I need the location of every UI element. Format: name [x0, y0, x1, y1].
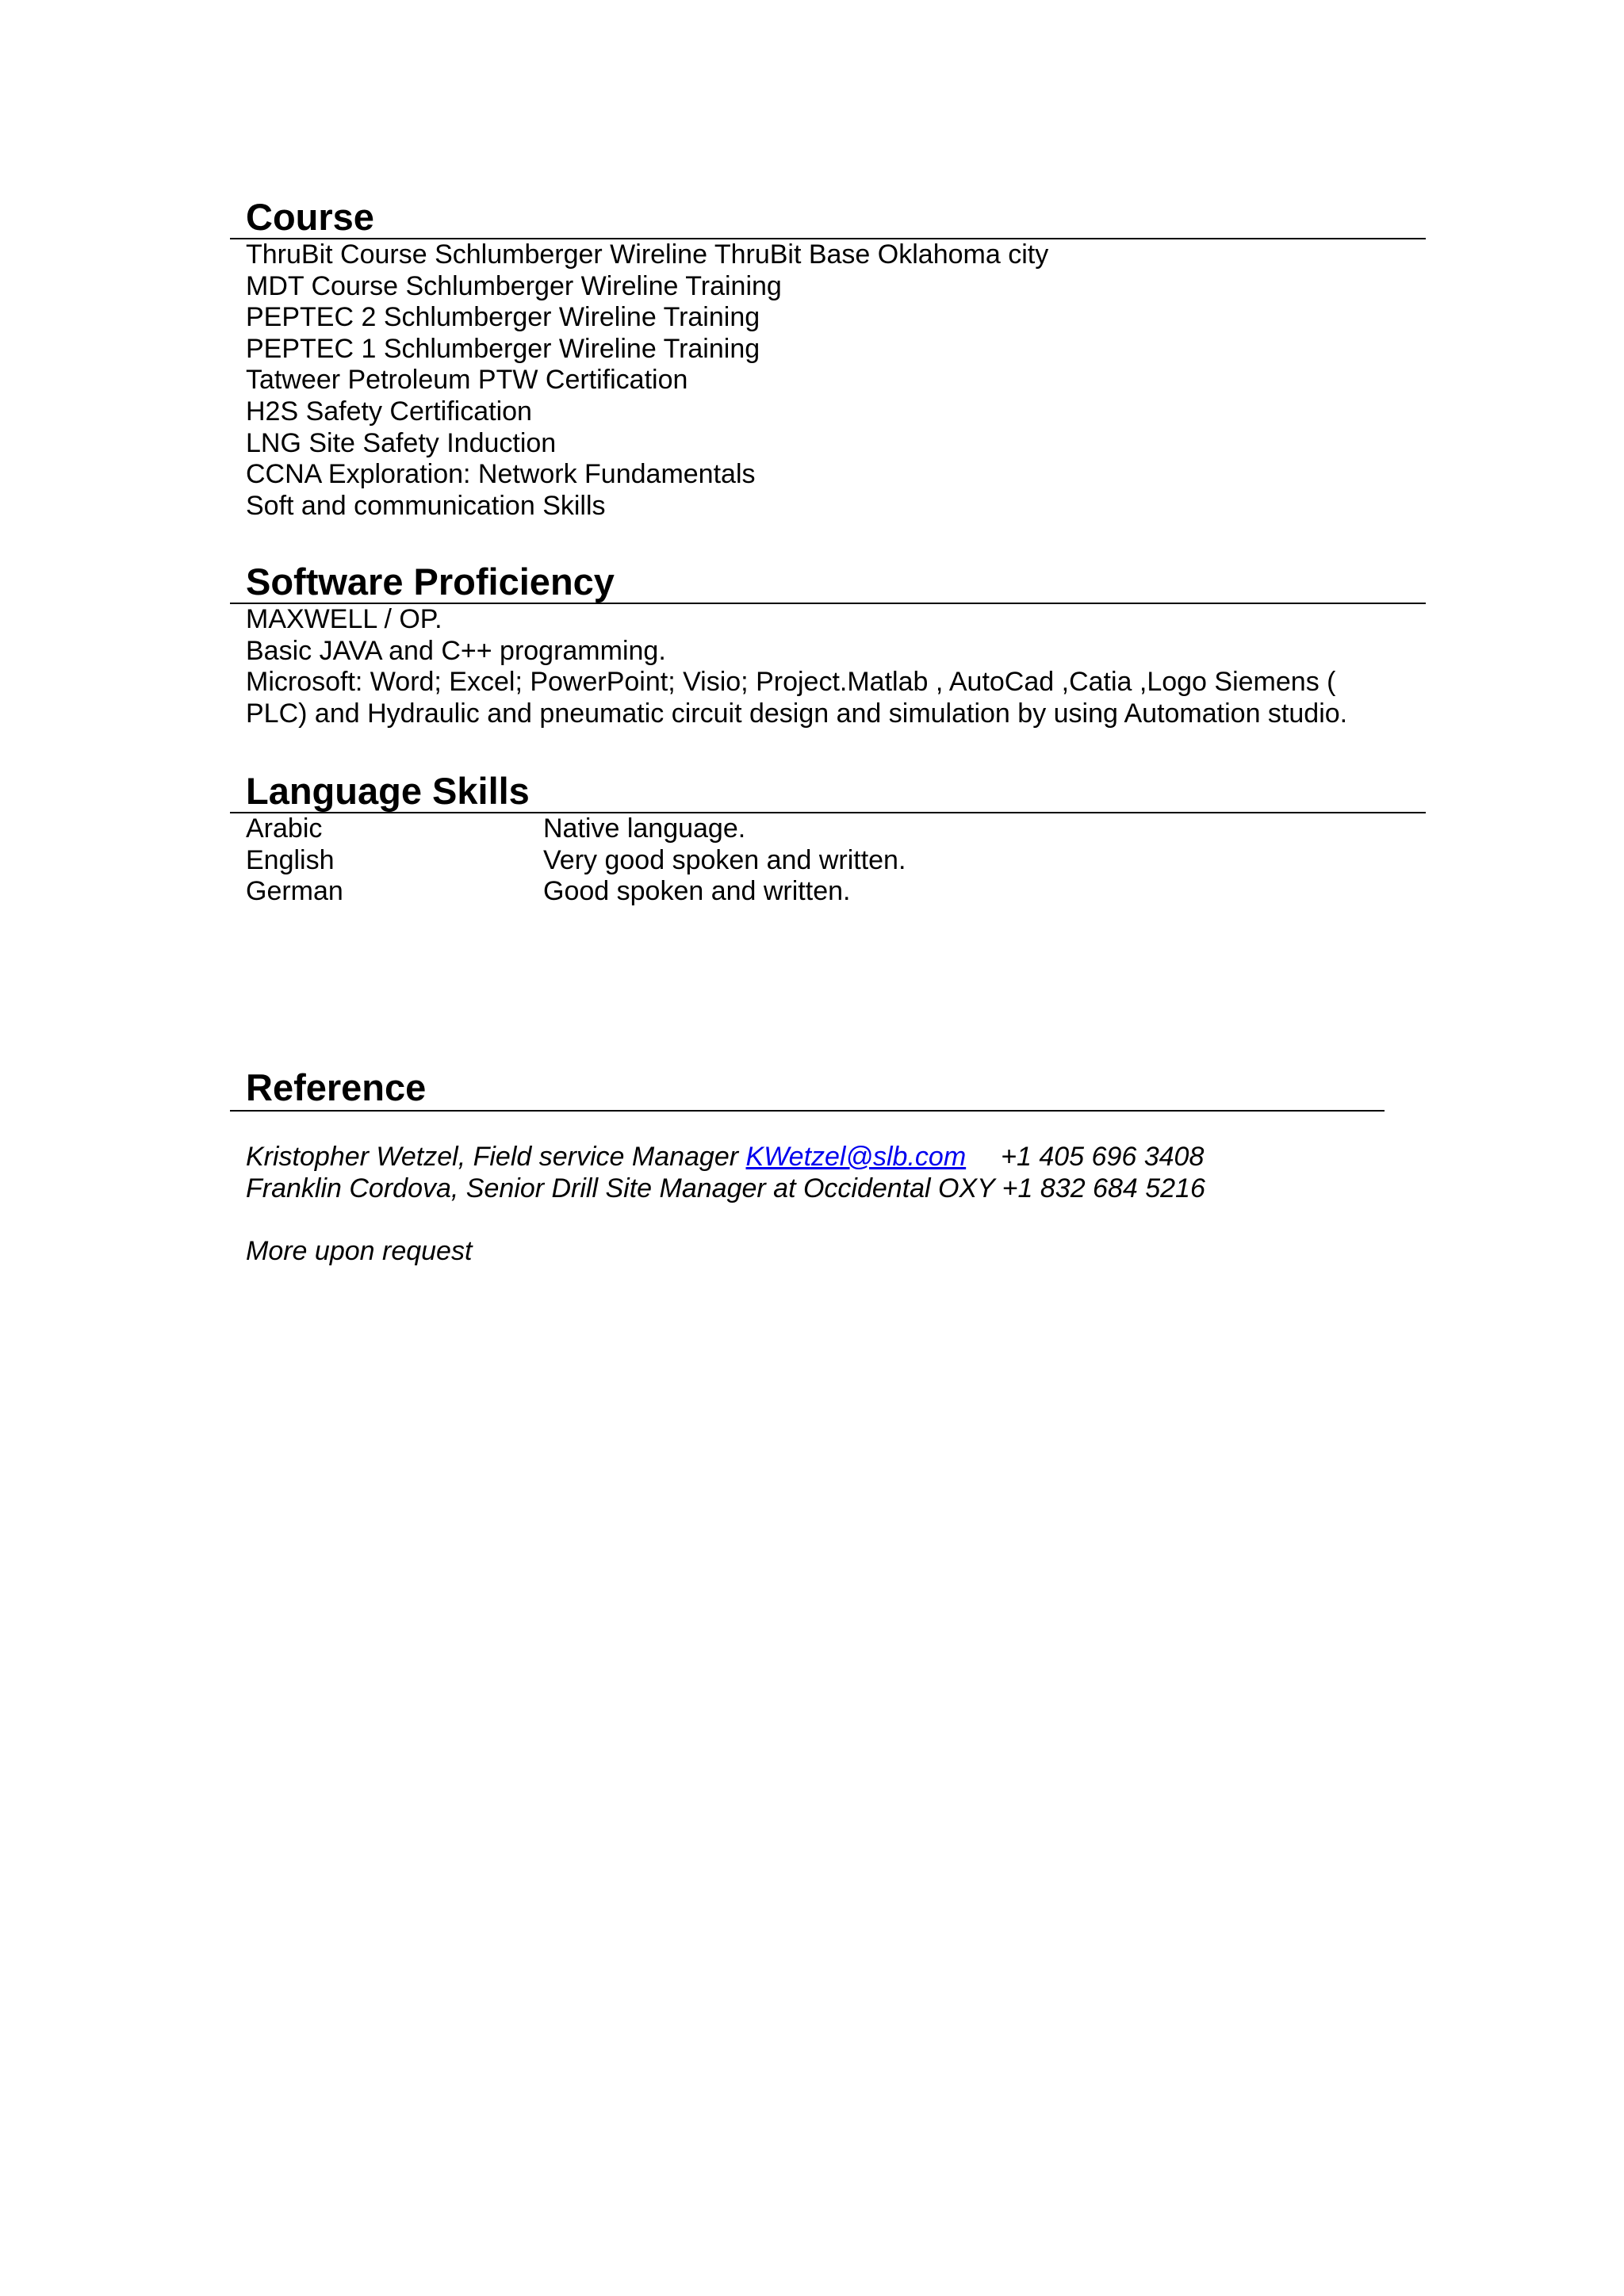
language-level: Good spoken and written. — [543, 876, 851, 907]
course-item: Tatweer Petroleum PTW Certification — [246, 365, 688, 396]
reference-heading: Reference — [246, 1066, 427, 1108]
course-item: Soft and communication Skills — [246, 490, 606, 521]
more-upon-request: More upon request — [246, 1236, 473, 1267]
software-item: Microsoft: Word; Excel; PowerPoint; Visio; Project.Matlab , AutoCad ,Catia ,Logo Siemens ( PLC) and Hydraulic and pneumatic circuit design and simulation by using Automation studio. — [246, 667, 1348, 729]
reference-phone: +1 405 696 3408 — [1001, 1142, 1205, 1172]
course-heading: Course — [246, 196, 374, 238]
reference-entry — [230, 1142, 1385, 1173]
language-section — [230, 771, 1426, 908]
reference-section — [230, 1067, 1385, 1268]
language-heading: Language Skills — [246, 770, 530, 812]
language-row — [230, 813, 1426, 845]
course-item: CCNA Exploration: Network Fundamentals — [246, 459, 756, 490]
course-section — [230, 197, 1426, 522]
software-section — [230, 561, 1426, 729]
language-row — [230, 845, 1426, 877]
language-level: Native language. — [543, 813, 746, 844]
reference-name: Kristopher Wetzel, Field service Manager — [246, 1142, 746, 1172]
course-item: PEPTEC 2 Schlumberger Wireline Training — [246, 302, 760, 333]
language-name: German — [246, 876, 343, 907]
course-item: ThruBit Course Schlumberger Wireline ThruBit Base Oklahoma city — [246, 239, 1049, 270]
reference-entry: Franklin Cordova, Senior Drill Site Manager at Occidental OXY +1 832 684 5216 — [246, 1173, 1205, 1203]
reference-email-link[interactable]: KWetzel@slb.com — [745, 1142, 967, 1172]
software-item: MAXWELL / OP. — [246, 604, 442, 634]
software-item: Basic JAVA and C++ programming. — [246, 635, 666, 666]
course-item: LNG Site Safety Induction — [246, 427, 557, 458]
course-item: PEPTEC 1 Schlumberger Wireline Training — [246, 333, 760, 364]
software-heading: Software Proficiency — [246, 561, 615, 603]
language-row — [230, 876, 1426, 908]
language-level: Very good spoken and written. — [543, 844, 906, 875]
language-name: Arabic — [246, 813, 323, 844]
course-item: MDT Course Schlumberger Wireline Training — [246, 270, 782, 301]
course-item: H2S Safety Certification — [246, 396, 532, 427]
language-name: English — [246, 844, 335, 875]
